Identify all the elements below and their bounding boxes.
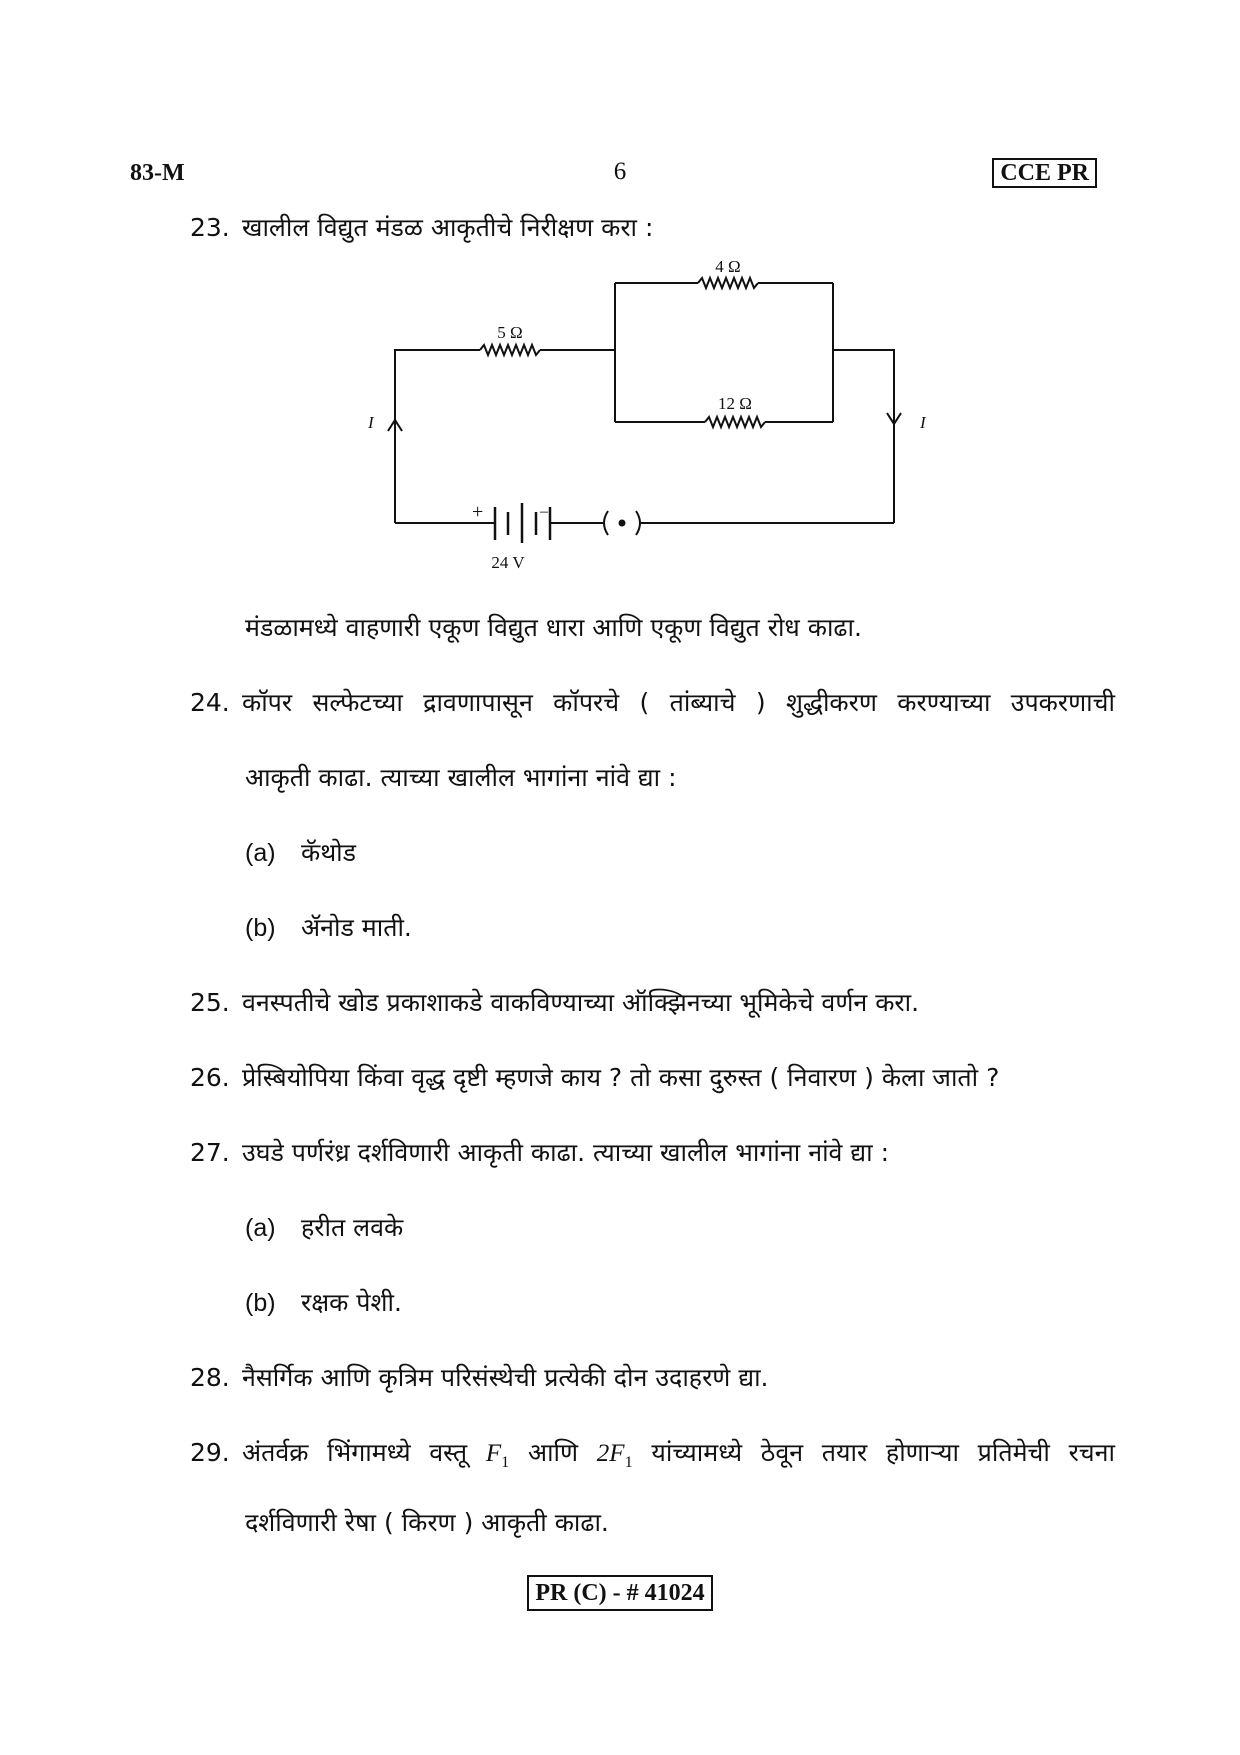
footer-code: PR (C) - # 41024 — [527, 1575, 712, 1611]
question-25 — [190, 988, 1115, 1018]
question-29 — [190, 1438, 1115, 1477]
wire-left — [395, 350, 480, 523]
label-12-ohm: 12 Ω — [718, 394, 752, 413]
question-26 — [190, 1063, 1115, 1093]
question-number: 28. — [190, 1363, 230, 1392]
question-text: प्रेस्बियोपिया किंवा वृद्ध दृष्टी म्हणजे काय ? तो कसा दुरुस्त ( निवारण ) केला जातो ? — [242, 1063, 1000, 1092]
label-minus: – — [540, 503, 548, 520]
circuit-diagram — [0, 0, 1240, 600]
question-number: 27. — [190, 1138, 230, 1167]
question-24-line2: आकृती काढा. त्याच्या खालील भागांना नांवे द्या : — [245, 763, 677, 792]
resistor-5-ohm — [480, 345, 540, 355]
question-29-line2: दर्शविणारी रेषा ( किरण ) आकृती काढा. — [245, 1508, 609, 1537]
wire-right — [833, 350, 894, 523]
label-voltage: 24 V — [491, 553, 525, 572]
label-current-left: I — [368, 413, 374, 432]
part-b — [245, 913, 412, 943]
question-23-followup: मंडळामध्ये वाहणारी एकूण विद्युत धारा आणि एकूण विद्युत रोध काढा. — [245, 613, 862, 642]
paper-code: 83-M — [130, 160, 185, 186]
resistor-4-ohm — [698, 278, 758, 288]
page-number: 6 — [613, 158, 627, 185]
resistor-12-ohm — [705, 417, 765, 427]
part-label: (a) — [245, 1214, 276, 1242]
label-current-right: I — [920, 413, 926, 432]
footer — [0, 1575, 1240, 1611]
part-text: हरीत लवके — [301, 1213, 404, 1242]
question-24 — [190, 688, 1115, 718]
question-number: 24. — [190, 688, 230, 717]
q29-post: यांच्यामध्ये ठेवून तयार होणाऱ्या प्रतिमेची रचना — [651, 1438, 1116, 1467]
label-4-ohm: 4 Ω — [715, 257, 741, 276]
label-plus: + — [472, 501, 484, 523]
key-dot — [619, 520, 626, 527]
question-28 — [190, 1363, 1115, 1393]
part-a — [245, 1213, 403, 1243]
question-text: खालील विद्युत मंडळ आकृतीचे निरीक्षण करा : — [242, 213, 654, 242]
part-text: कॅथोड — [301, 838, 357, 867]
question-27 — [190, 1138, 1115, 1168]
focal-point-f1: $F_1$ — [485, 1440, 510, 1471]
question-text: उघडे पर्णरंध्र दर्शविणारी आकृती काढा. त्याच्या खालील भागांना नांवे द्या : — [242, 1138, 889, 1167]
q29-pre: अंतर्वक्र भिंगामध्ये वस्तू — [242, 1438, 468, 1467]
label-5-ohm: 5 Ω — [497, 323, 523, 342]
question-number: 29. — [190, 1438, 230, 1467]
part-label: (b) — [245, 1289, 276, 1317]
question-text: नैसर्गिक आणि कृत्रिम परिसंस्थेची प्रत्येकी दोन उदाहरणे द्या. — [242, 1363, 769, 1392]
part-text: ॲनोड माती. — [301, 913, 412, 942]
cce-pr-badge: CCE PR — [992, 158, 1097, 188]
focal-point-2f1: $2F_1$ — [596, 1440, 633, 1471]
question-text: वनस्पतीचे खोड प्रकाशाकडे वाकविण्याच्या ऑक्झिनच्या भूमिकेचे वर्णन करा. — [242, 988, 920, 1017]
part-b — [245, 1288, 402, 1318]
q29-mid: आणि — [527, 1438, 579, 1467]
part-label: (b) — [245, 914, 276, 942]
part-a — [245, 838, 356, 868]
part-text: रक्षक पेशी. — [301, 1288, 402, 1317]
question-number: 26. — [190, 1063, 230, 1092]
question-number: 25. — [190, 988, 230, 1017]
part-label: (a) — [245, 839, 276, 867]
question-text: कॉपर सल्फेटच्या द्रावणापासून कॉपरचे ( तांब्याचे ) शुद्धीकरण करण्याच्या उपकरणाची — [242, 688, 1115, 717]
question-number: 23. — [190, 213, 230, 242]
